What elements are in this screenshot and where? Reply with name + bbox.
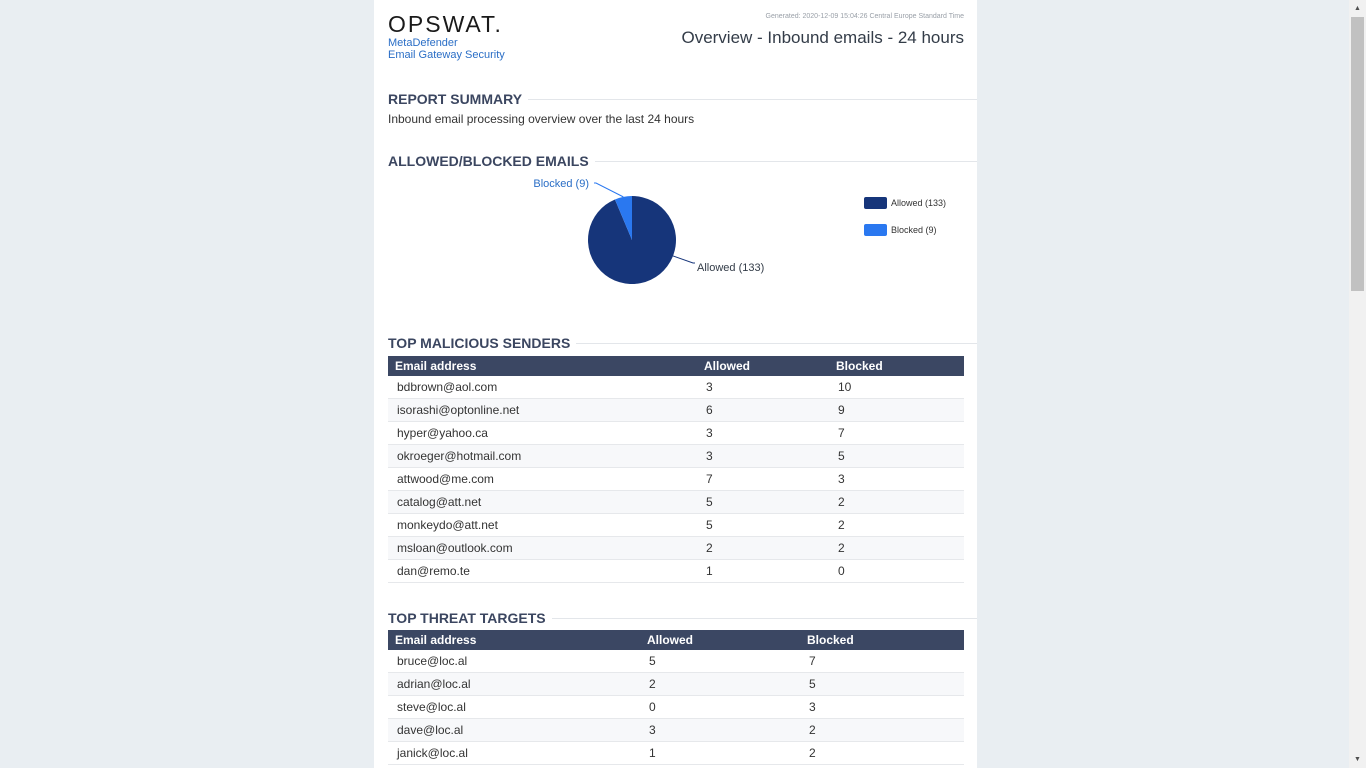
cell-allowed: 3	[697, 445, 829, 468]
opswat-logo: OPSWAT.	[388, 11, 503, 37]
table-row	[388, 537, 964, 560]
column-header-blocked: Blocked	[800, 630, 964, 650]
cell-blocked: 7	[800, 650, 964, 673]
cell-blocked: 3	[800, 696, 964, 719]
cell-blocked: 0	[829, 560, 964, 583]
column-header-email: Email address	[388, 630, 640, 650]
cell-email: isorashi@optonline.net	[388, 399, 697, 422]
cell-allowed: 0	[640, 696, 800, 719]
cell-allowed: 5	[697, 514, 829, 537]
legend-label-blocked: Blocked (9)	[891, 225, 937, 235]
generated-timestamp: Generated: 2020-12-09 15:04:26 Central Europe Standard Time	[765, 13, 964, 20]
senders-table	[388, 356, 964, 583]
cell-email: catalog@att.net	[388, 491, 697, 514]
cell-email: monkeydo@att.net	[388, 514, 697, 537]
cell-email: okroeger@hotmail.com	[388, 445, 697, 468]
cell-allowed: 3	[697, 422, 829, 445]
cell-blocked: 5	[829, 445, 964, 468]
table-row	[388, 399, 964, 422]
legend-swatch-blocked	[864, 224, 887, 236]
scroll-down-arrow-icon[interactable]: ▼	[1354, 756, 1361, 763]
cell-allowed: 6	[697, 399, 829, 422]
cell-email: bruce@loc.al	[388, 650, 640, 673]
cell-email: attwood@me.com	[388, 468, 697, 491]
table-row	[388, 719, 964, 742]
scroll-thumb[interactable]	[1351, 17, 1364, 291]
targets-table	[388, 630, 964, 765]
table-row	[388, 650, 964, 673]
table-row	[388, 376, 964, 399]
section-title: TOP MALICIOUS SENDERS	[388, 335, 576, 351]
cell-email: adrian@loc.al	[388, 673, 640, 696]
vertical-scrollbar[interactable]	[1349, 0, 1366, 768]
slice-label-allowed: Allowed (133)	[697, 262, 765, 274]
table-row	[388, 422, 964, 445]
section-title: ALLOWED/BLOCKED EMAILS	[388, 153, 595, 169]
cell-email: msloan@outlook.com	[388, 537, 697, 560]
top-threat-targets-heading	[388, 610, 977, 626]
legend-label-allowed: Allowed (133)	[891, 198, 947, 208]
cell-allowed: 5	[640, 650, 800, 673]
cell-allowed: 2	[640, 673, 800, 696]
section-title: TOP THREAT TARGETS	[388, 610, 552, 626]
table-row	[388, 696, 964, 719]
scroll-up-arrow-icon[interactable]: ▲	[1354, 5, 1361, 12]
column-header-blocked: Blocked	[829, 356, 964, 376]
table-header-row	[388, 630, 964, 650]
table-row	[388, 673, 964, 696]
legend-swatch-allowed	[864, 197, 887, 209]
cell-blocked: 2	[829, 537, 964, 560]
table-row	[388, 514, 964, 537]
slice-label-blocked: Blocked (9)	[533, 178, 589, 190]
cell-blocked: 2	[829, 491, 964, 514]
table-row	[388, 560, 964, 583]
cell-blocked: 7	[829, 422, 964, 445]
cell-email: janick@loc.al	[388, 742, 640, 765]
product-line-1: MetaDefender	[388, 37, 458, 49]
cell-allowed: 3	[640, 719, 800, 742]
cell-allowed: 7	[697, 468, 829, 491]
table-row	[388, 445, 964, 468]
cell-blocked: 9	[829, 399, 964, 422]
cell-allowed: 1	[697, 560, 829, 583]
column-header-allowed: Allowed	[697, 356, 829, 376]
cell-allowed: 3	[697, 376, 829, 399]
pie-chart	[388, 170, 848, 310]
allowed-blocked-chart	[388, 170, 964, 310]
cell-email: bdbrown@aol.com	[388, 376, 697, 399]
cell-blocked: 2	[829, 514, 964, 537]
report-title: Overview - Inbound emails - 24 hours	[681, 28, 964, 47]
table-row	[388, 468, 964, 491]
slice-leader-line-blocked	[594, 183, 623, 197]
cell-allowed: 2	[697, 537, 829, 560]
cell-allowed: 1	[640, 742, 800, 765]
cell-blocked: 10	[829, 376, 964, 399]
cell-email: dave@loc.al	[388, 719, 640, 742]
table-row	[388, 491, 964, 514]
allowed-blocked-heading	[388, 153, 977, 169]
report-page	[374, 0, 977, 768]
top-malicious-senders-heading	[388, 335, 977, 351]
slice-leader-line-allowed	[673, 256, 695, 263]
product-name	[388, 37, 505, 61]
summary-text: Inbound email processing overview over the last 24 hours	[388, 112, 695, 126]
product-line-2: Email Gateway Security	[388, 49, 505, 61]
cell-blocked: 5	[800, 673, 964, 696]
section-title: REPORT SUMMARY	[388, 91, 528, 107]
cell-email: steve@loc.al	[388, 696, 640, 719]
cell-email: dan@remo.te	[388, 560, 697, 583]
column-header-email: Email address	[388, 356, 697, 376]
report-summary-heading	[388, 91, 977, 107]
cell-blocked: 2	[800, 742, 964, 765]
cell-allowed: 5	[697, 491, 829, 514]
cell-blocked: 3	[829, 468, 964, 491]
column-header-allowed: Allowed	[640, 630, 800, 650]
cell-blocked: 2	[800, 719, 964, 742]
cell-email: hyper@yahoo.ca	[388, 422, 697, 445]
table-header-row	[388, 356, 964, 376]
table-row	[388, 742, 964, 765]
